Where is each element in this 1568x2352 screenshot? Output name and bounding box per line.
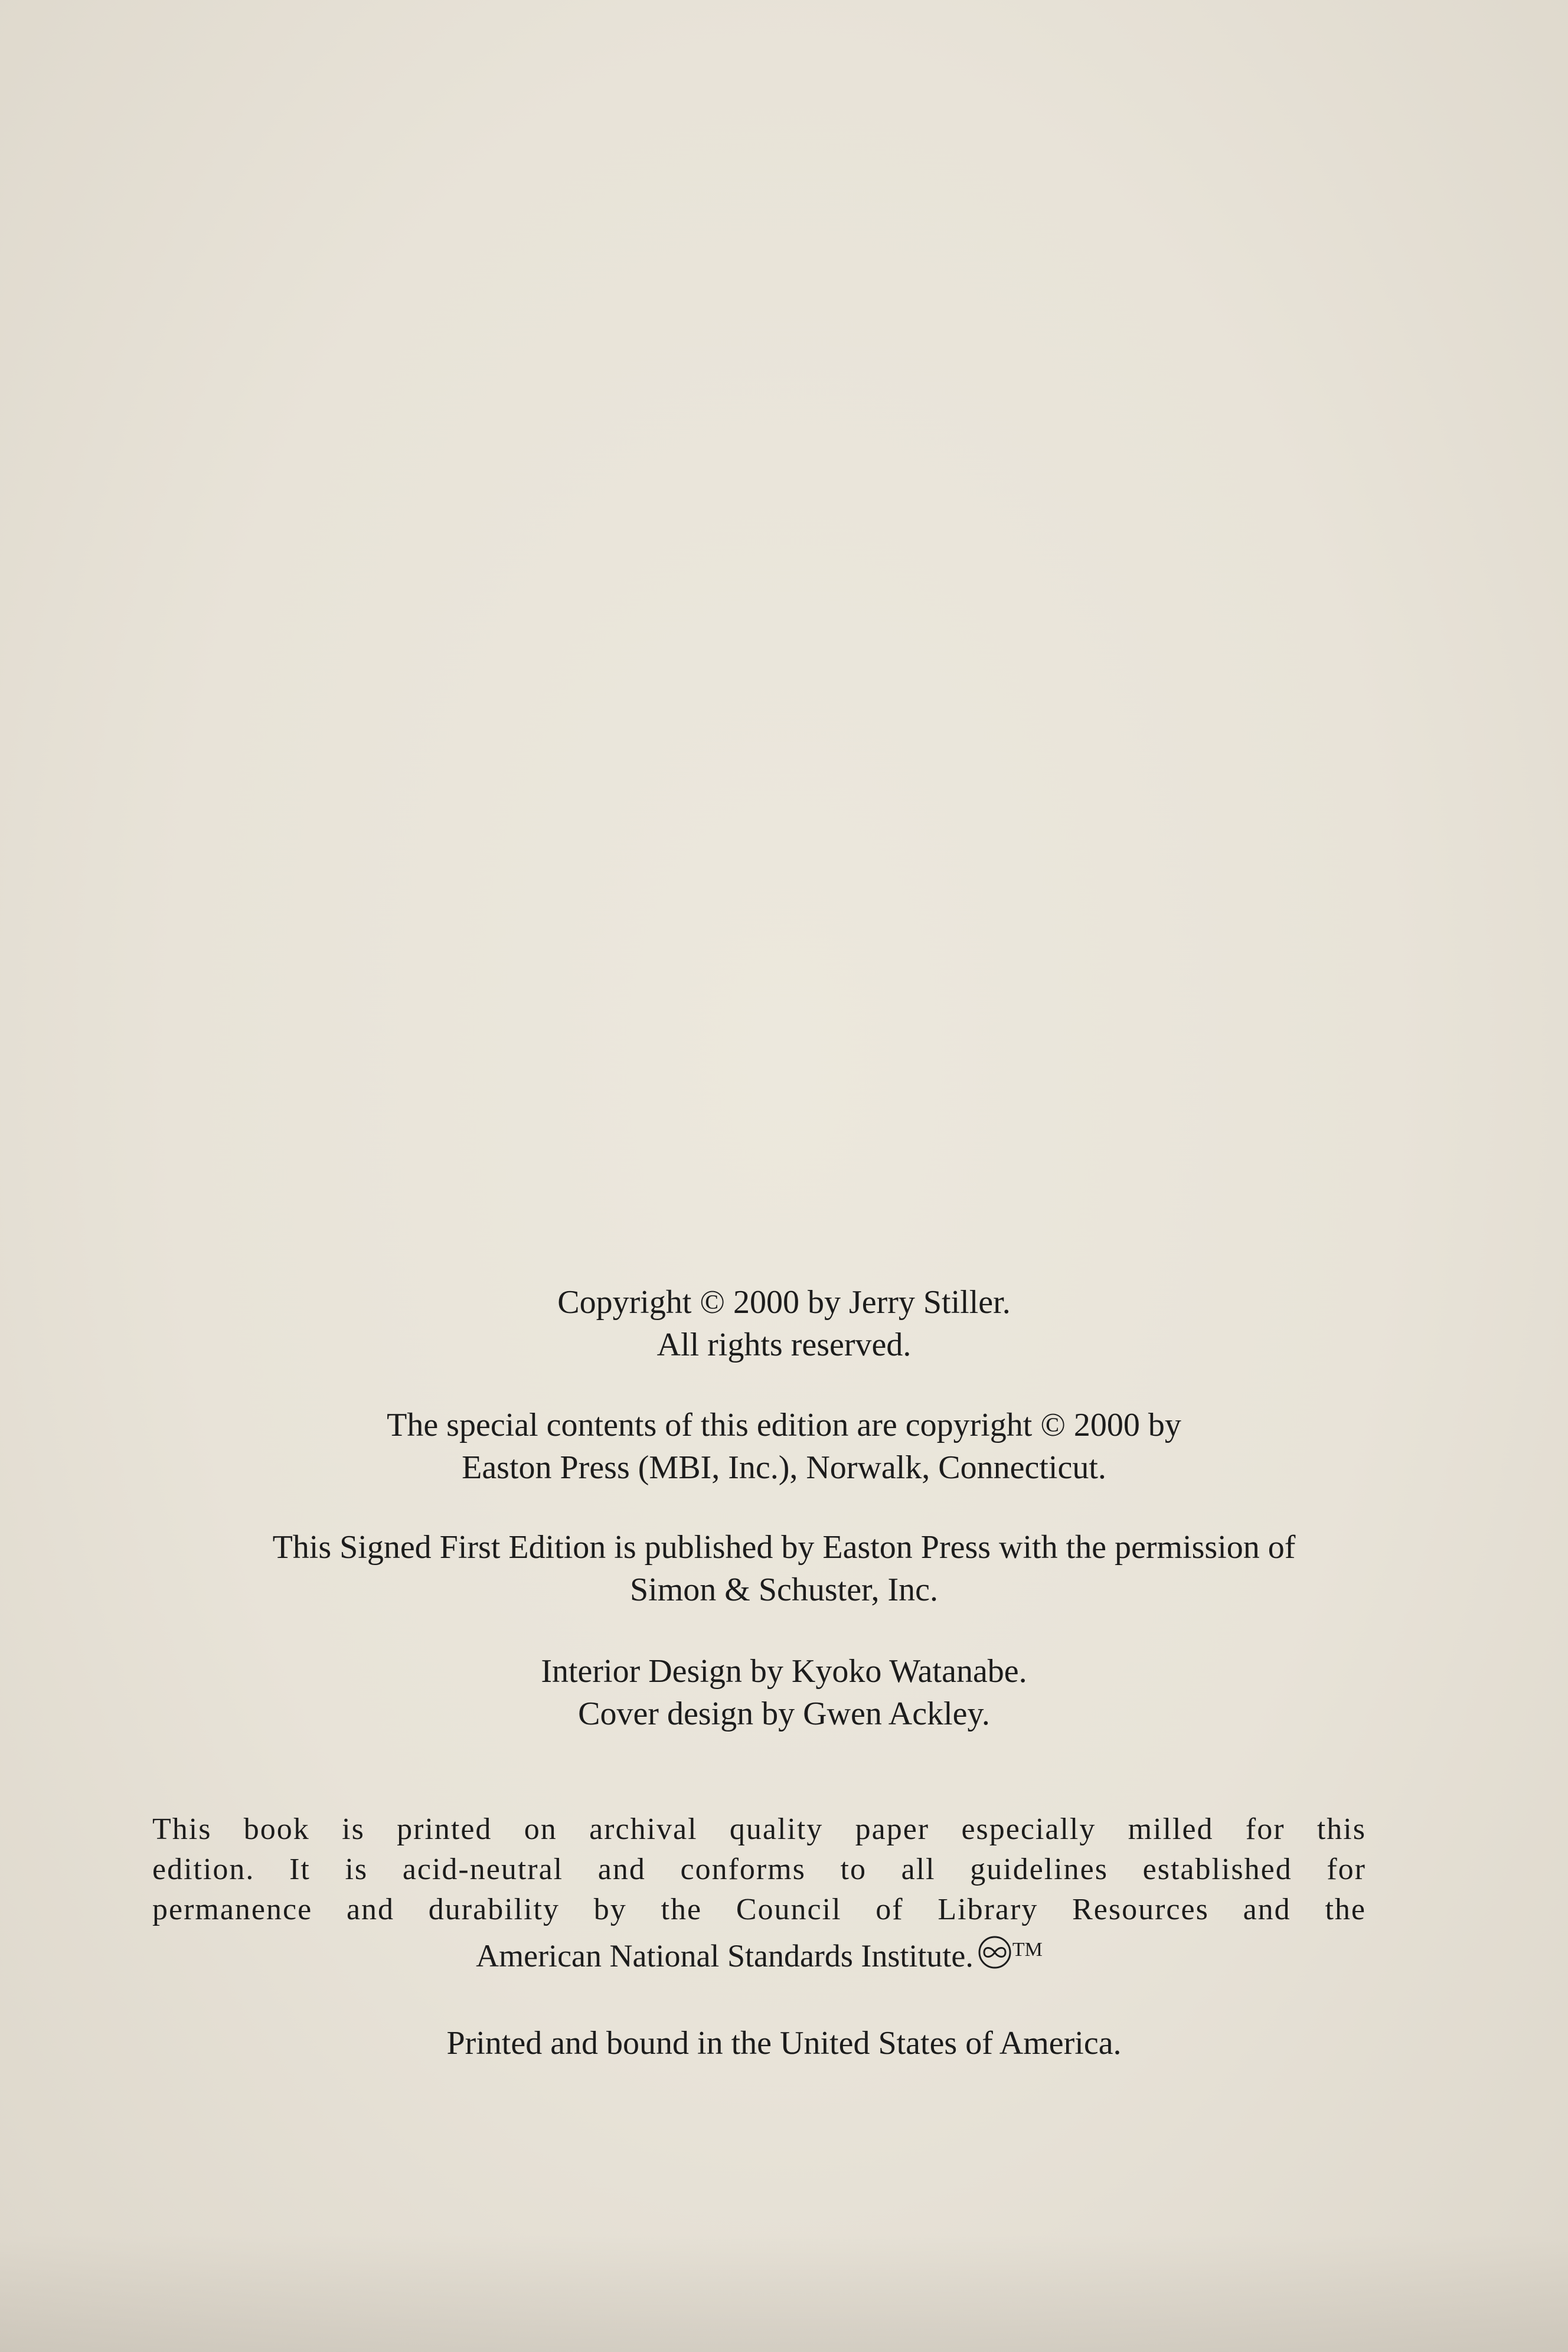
edition-block xyxy=(0,1526,1568,1611)
paper-notice-line-4-text: American National Standards Institute. xyxy=(476,1938,974,1974)
paper-notice-line-1: This book is printed on archival quality paper especially milled for this xyxy=(152,1812,1366,1846)
special-contents-line-2: Easton Press (MBI, Inc.), Norwalk, Connecticut. xyxy=(462,1449,1106,1486)
edition-line-1: This Signed First Edition is published by Easton Press with the permission of xyxy=(272,1529,1296,1566)
paper-notice-line-4 xyxy=(152,1930,1366,1976)
printed-block xyxy=(0,2022,1568,2064)
cover-design-line: Cover design by Gwen Ackley. xyxy=(578,1696,990,1732)
design-credits-block xyxy=(0,1650,1568,1735)
trademark-mark: TM xyxy=(1012,1939,1043,1961)
page-bottom-shadow xyxy=(0,2234,1568,2352)
printed-line: Printed and bound in the United States of America. xyxy=(446,2025,1122,2062)
show-through-ghost-bottom xyxy=(331,484,661,864)
paper-notice-line-3: permanence and durability by the Council of Library Resources and the xyxy=(152,1893,1366,1926)
copyright-block xyxy=(0,1281,1568,1366)
special-contents-line-1: The special contents of this edition are copyright © 2000 by xyxy=(387,1407,1181,1443)
rights-reserved-line: All rights reserved. xyxy=(656,1327,912,1363)
paper-notice-block xyxy=(152,1809,1366,1976)
paper-notice-line-2: edition. It is acid-neutral and conforms to all guidelines established for xyxy=(152,1853,1366,1886)
show-through-ghost-top xyxy=(248,106,579,486)
edition-line-2: Simon & Schuster, Inc. xyxy=(630,1572,938,1608)
infinity-circle-icon xyxy=(977,1935,1012,1970)
interior-design-line: Interior Design by Kyoko Watanabe. xyxy=(541,1653,1027,1690)
copyright-line: Copyright © 2000 by Jerry Stiller. xyxy=(557,1284,1011,1321)
special-contents-block xyxy=(0,1404,1568,1489)
